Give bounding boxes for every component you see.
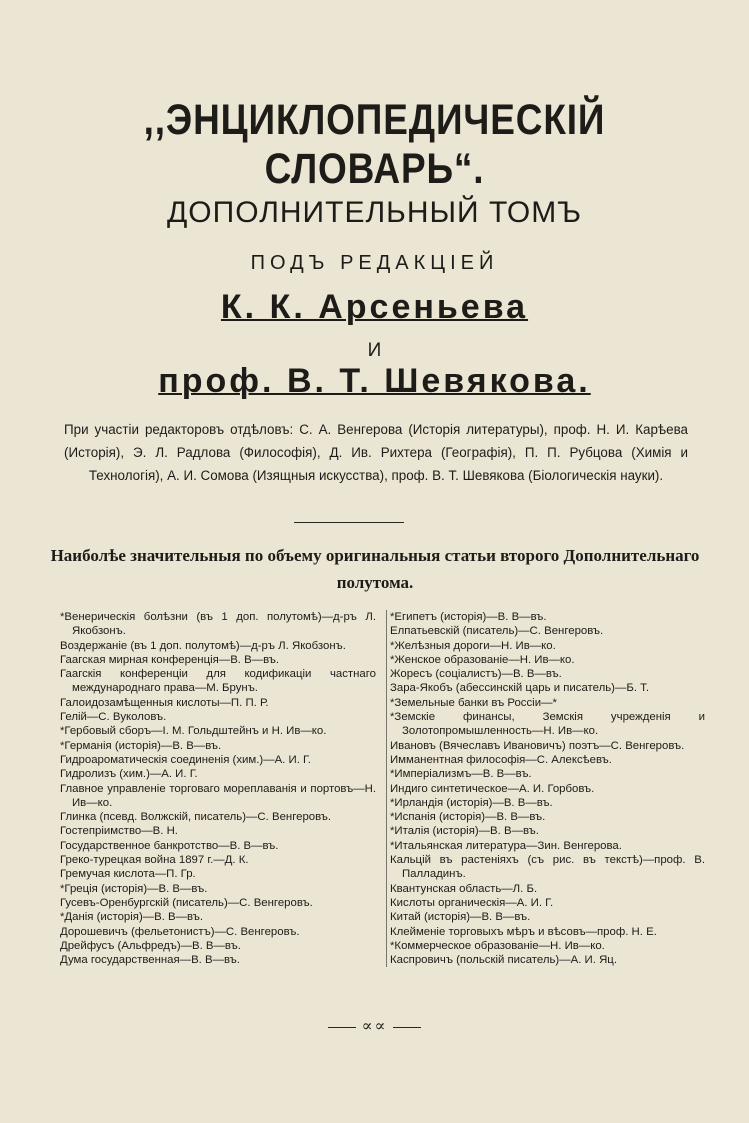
article-entry: Гелій—С. Вуколовъ. xyxy=(60,711,167,724)
article-entry: *Гербовый сборъ—І. М. Гольдштейнъ и Н. Ив—ко. xyxy=(60,725,327,738)
article-entry: Гремучая кислота—П. Гр. xyxy=(60,868,196,881)
article-entry: Жоресъ (соціалистъ)—В. В—въ. xyxy=(390,668,562,681)
article-entry: Квантунская область—Л. Б. xyxy=(390,882,538,895)
article-entry: *Греція (исторія)—В. В—въ. xyxy=(60,882,208,895)
article-entry: *Коммерческое образованіе—Н. Ив—ко. xyxy=(390,939,605,952)
article-entry: *Итальянская литература—Зин. Венгерова. xyxy=(390,839,622,852)
article-entry: Китай (исторія)—В. В—въ. xyxy=(390,911,531,924)
article-entry: *Земельные банки въ Россіи—* xyxy=(390,696,557,709)
article-entry: Кальцій въ растеніяхъ (съ рис. въ текстѣ)—проф. В. Палладинъ. xyxy=(390,854,705,881)
article-entry: *Испанія (исторія)—В. В—въ. xyxy=(390,811,546,824)
article-entry: Дорошевичъ (фельетонистъ)—С. Венгеровъ. xyxy=(60,925,300,938)
ornament: ∝∝ xyxy=(0,1016,749,1036)
articles-column-left xyxy=(60,610,376,967)
article-entry: *Италія (исторія)—В. В—въ. xyxy=(390,825,539,838)
article-entry: Гостепріимство—В. Н. xyxy=(60,825,178,838)
article-entry: *Египетъ (исторія)—В. В—въ. xyxy=(390,611,547,623)
article-entry: *Венерическія болѣзни (въ 1 доп. полутомѣ)—д-ръ Л. Якобзонъ. xyxy=(60,611,376,638)
article-entry: Гидроароматическія соединенія (хим.)—А. И. Г. xyxy=(60,753,311,766)
article-entry: Главное управленіе торговаго мореплаванія и портовъ—Н. Ив—ко. xyxy=(60,782,376,809)
article-entry: Галоидозамѣщенныя кислоты—П. П. Р. xyxy=(60,696,269,709)
article-entry: Гаагская мирная конференція—В. В—въ. xyxy=(60,653,280,666)
editor-name-shevyakov: проф. В. Т. Шевякова. xyxy=(158,362,591,400)
article-entry: Воздержаніе (въ 1 доп. полутомѣ)—д-ръ Л. Якобзонъ. xyxy=(60,639,346,652)
article-entry: *Данія (исторія)—В. В—въ. xyxy=(60,911,203,924)
article-entry: Дрейфусъ (Альфредъ)—В. В—въ. xyxy=(60,939,241,952)
page-title: ,,ЭНЦИКЛОПЕДИЧЕСКІЙ СЛОВАРЬ“. xyxy=(143,96,606,193)
article-entry: *Имперіализмъ—В. В—въ. xyxy=(390,768,532,781)
article-entry: Гидролизъ (хим.)—А. И. Г. xyxy=(60,768,198,781)
editor-line: ПОДЪ РЕДАКЦІЕЙ xyxy=(250,252,499,274)
article-entry: Ивановъ (Вячеславъ Ивановичъ) поэтъ—С. Венгеровъ. xyxy=(390,739,685,752)
section-heading: Наиболѣе значительныя по объему оригинальныя статьи второго Дополнительнаго полутома. xyxy=(50,546,700,592)
article-entry: *Желѣзныя дороги—Н. Ив—ко. xyxy=(390,639,556,652)
article-entry: Дума государственная—В. В—въ. xyxy=(60,954,240,967)
article-entry: *Земскіе финансы, Земскія учрежденія и Золотопромышленность—Н. Ив—ко. xyxy=(390,711,705,738)
article-entry: Клейменіе торговыхъ мѣръ и вѣсовъ—проф. Н. Е. xyxy=(390,925,657,938)
editor-name-arsenyev: К. К. Арсеньева xyxy=(220,288,529,326)
article-entry: *Ирландія (исторія)—В. В—въ. xyxy=(390,796,553,809)
article-entry: Глинка (псевд. Волжскій, писатель)—С. Венгеровъ. xyxy=(60,811,332,824)
article-entry: Греко-турецкая война 1897 г.—Д. К. xyxy=(60,854,249,867)
article-entry: Кислоты органическія—А. И. Г. xyxy=(390,896,554,909)
articles-column-right xyxy=(386,610,705,967)
article-entry: Государственное банкротство—В. В—въ. xyxy=(60,839,279,852)
subtitle: ДОПОЛНИТЕЛЬНЫЙ ТОМЪ xyxy=(166,196,582,229)
contributors-paragraph: При участіи редакторовъ отдѣловъ: С. А. Венгерова (Исторія литературы), проф. Н. И. Карѣева (Исторія), Э. Л. Радлова (Философія), Д. Ив. Рихтера (Географія), П. П. Рубцова (Химія и Технологія), А. И. Сомова (Изящныя искусства), проф. В. Т. Шевякова (Біологическія науки). xyxy=(64,422,688,483)
article-entry: Гусевъ-Оренбургскій (писатель)—С. Венгеровъ. xyxy=(60,896,313,909)
article-entry: Зара-Якобъ (абессинскій царь и писатель)—Б. Т. xyxy=(390,682,650,695)
article-entry: *Женское образованіе—Н. Ив—ко. xyxy=(390,653,575,666)
article-entry: Индиго синтетическое—А. И. Горбовъ. xyxy=(390,782,595,795)
article-entry: Елпатьевскій (писатель)—С. Венгеровъ. xyxy=(390,625,604,638)
article-entry: Гаагскія конференціи для кодификаціи частнаго международнаго права—М. Брунъ. xyxy=(60,668,376,695)
article-entry: Каспровичъ (польскій писатель)—А. И. Яц. xyxy=(390,954,617,967)
article-entry: Имманентная философія—С. Алексѣевъ. xyxy=(390,753,612,766)
conjunction: И xyxy=(367,340,382,361)
divider xyxy=(294,522,404,523)
article-entry: *Германія (исторія)—В. В—въ. xyxy=(60,739,222,752)
